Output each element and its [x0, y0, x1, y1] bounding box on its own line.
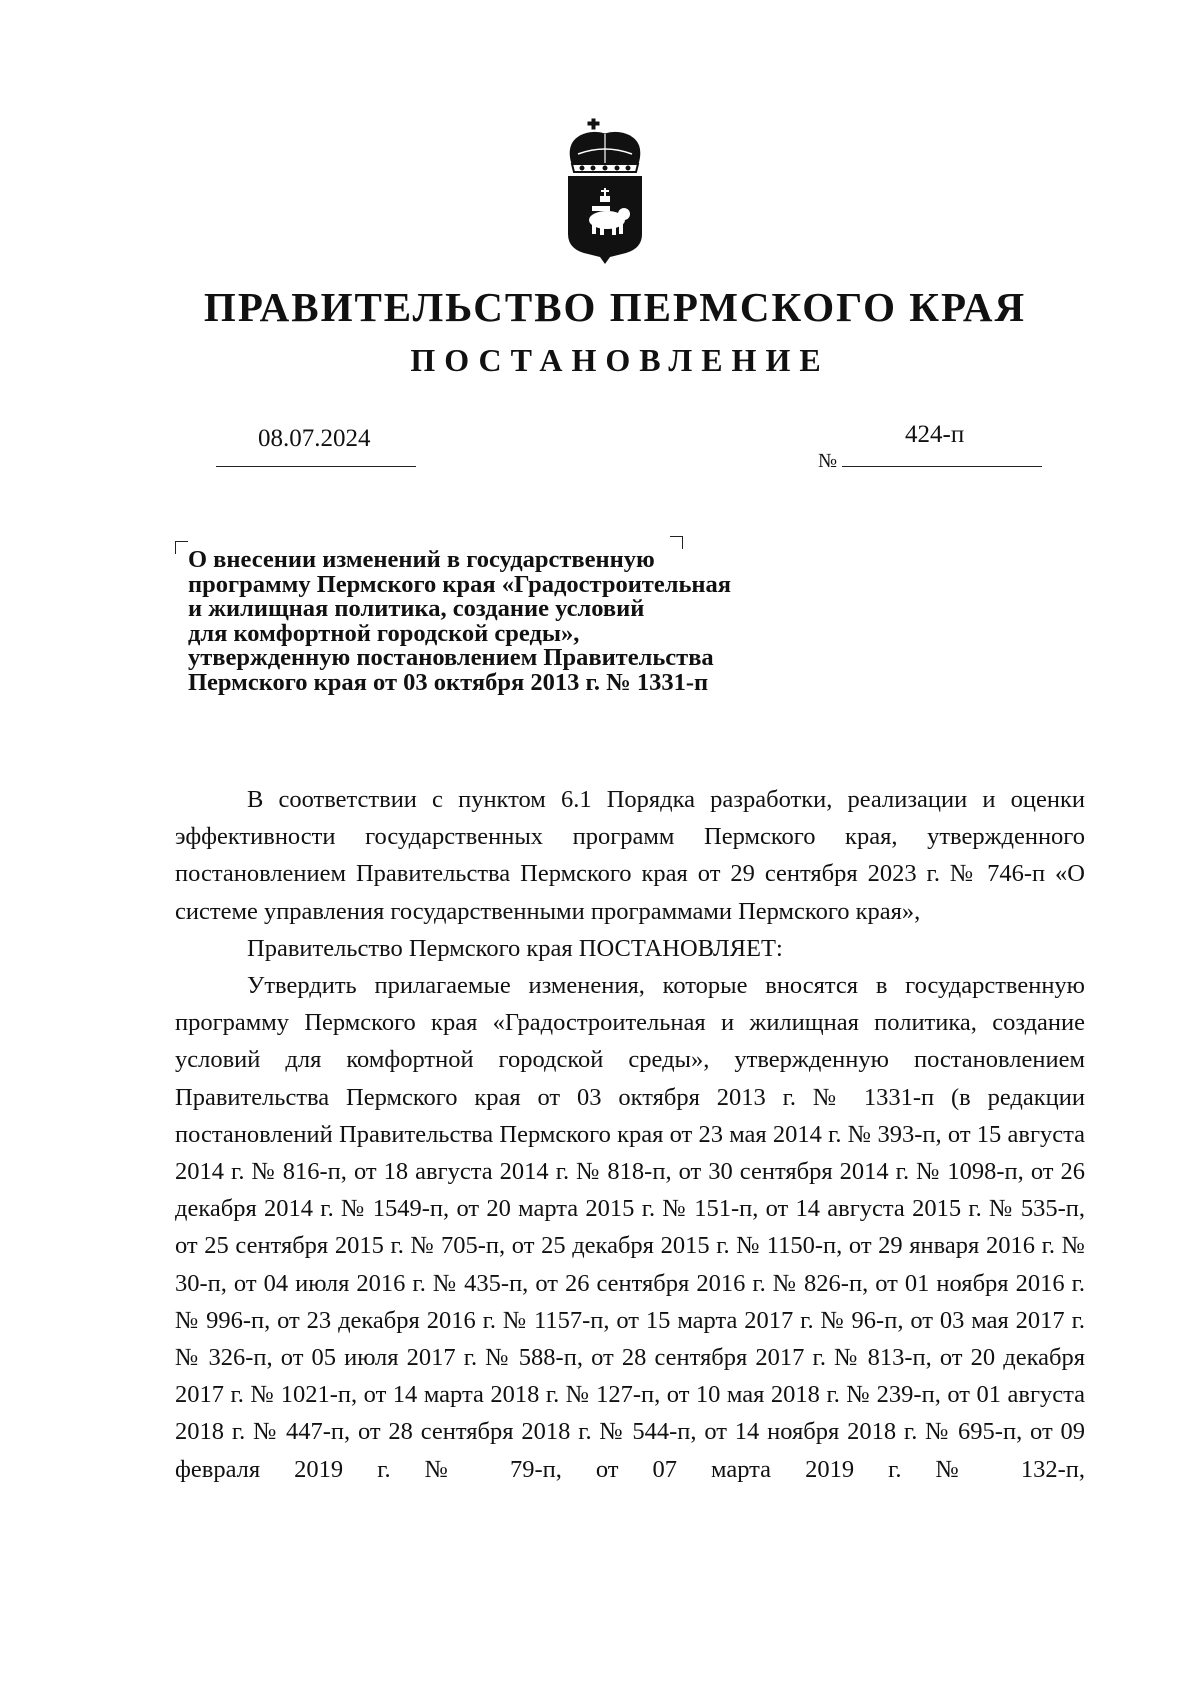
- document-date: 08.07.2024: [258, 425, 371, 452]
- document-type-title: ПОСТАНОВЛЕНИЕ: [410, 342, 830, 378]
- subject-line: и жилищная политика, создание условий: [188, 595, 645, 622]
- document-subject: [188, 548, 848, 695]
- body-paragraph-legal-basis: В соответствии с пунктом 6.1 Порядка разработки, реализации и оценки эффективности государственных программ Пермского края, утвержденного постановлением Правительства Пермского края от 29 сентября 2023 г. № 746-п «О системе управления государственными программами Пермского края»,: [175, 786, 1085, 925]
- subject-line: Пермского края от 03 октября 2013 г. № 1331-п: [188, 668, 709, 696]
- subject-bracket-left: [175, 541, 188, 554]
- subject-line: программу Пермского края «Градостроительная: [188, 570, 732, 598]
- date-underline: [216, 466, 416, 467]
- number-underline: [842, 466, 1042, 467]
- subject-line: О внесении изменений в государственную: [188, 546, 655, 573]
- crown-icon: [570, 119, 640, 172]
- document-body: [175, 781, 1085, 1488]
- subject-line: утвержденную постановлением Правительства: [188, 644, 714, 671]
- subject-line: для комфортной городской среды»,: [188, 619, 580, 647]
- perm-krai-coat-of-arms-icon: [562, 116, 648, 266]
- body-paragraph-resolves: Правительство Пермского края ПОСТАНОВЛЯЕТ:: [247, 934, 783, 962]
- organization-title: ПРАВИТЕЛЬСТВО ПЕРМСКОГО КРАЯ: [203, 284, 1027, 330]
- document-number: 424-п: [905, 421, 965, 448]
- number-sign: №: [818, 450, 838, 472]
- body-paragraph-approve-changes: Утвердить прилагаемые изменения, которые вносятся в государственную программу Пермского края «Градостроительная и жилищная политика, создание условий для комфортной городской среды», утвержденную постановлением Правительства Пермского края от 03 октября 2013 г. № 1331-п (в редакции постановлений Правительства Пермского края от 23 мая 2014 г. № 393-п, от 15 августа 2014 г. № 816-п, от 18 августа 2014 г. № 818-п, от 30 сентября 2014 г. № 1098-п, от 26 декабря 2014 г. № 1549-п, от 20 марта 2015 г. № 151-п, от 14 августа 2015 г. № 535-п, от 25 сентября 2015 г. № 705-п, от 25 декабря 2015 г. № 1150-п, от 29 января 2016 г. № 30-п, от 04 июля 2016 г. № 435-п, от 26 сентября 2016 г. № 826-п, от 01 ноября 2016 г. № 996-п, от 23 декабря 2016 г. № 1157-п, от 15 марта 2017 г. № 96-п, от 03 мая 2017 г. № 326-п, от 05 июля 2017 г. № 588-п, от 28 сентября 2017 г. № 813-п, от 20 декабря 2017 г. № 1021-п, от 14 марта 2018 г. № 127-п, от 10 мая 2018 г. № 239-п, от 01 августа 2018 г. № 447-п, от 28 сентября 2018 г. № 544-п, от 14 ноября 2018 г. № 695-п, от 09 февраля 2019 г. № 79-п, от 07 марта 2019 г. № 132-п,: [175, 972, 1085, 1483]
